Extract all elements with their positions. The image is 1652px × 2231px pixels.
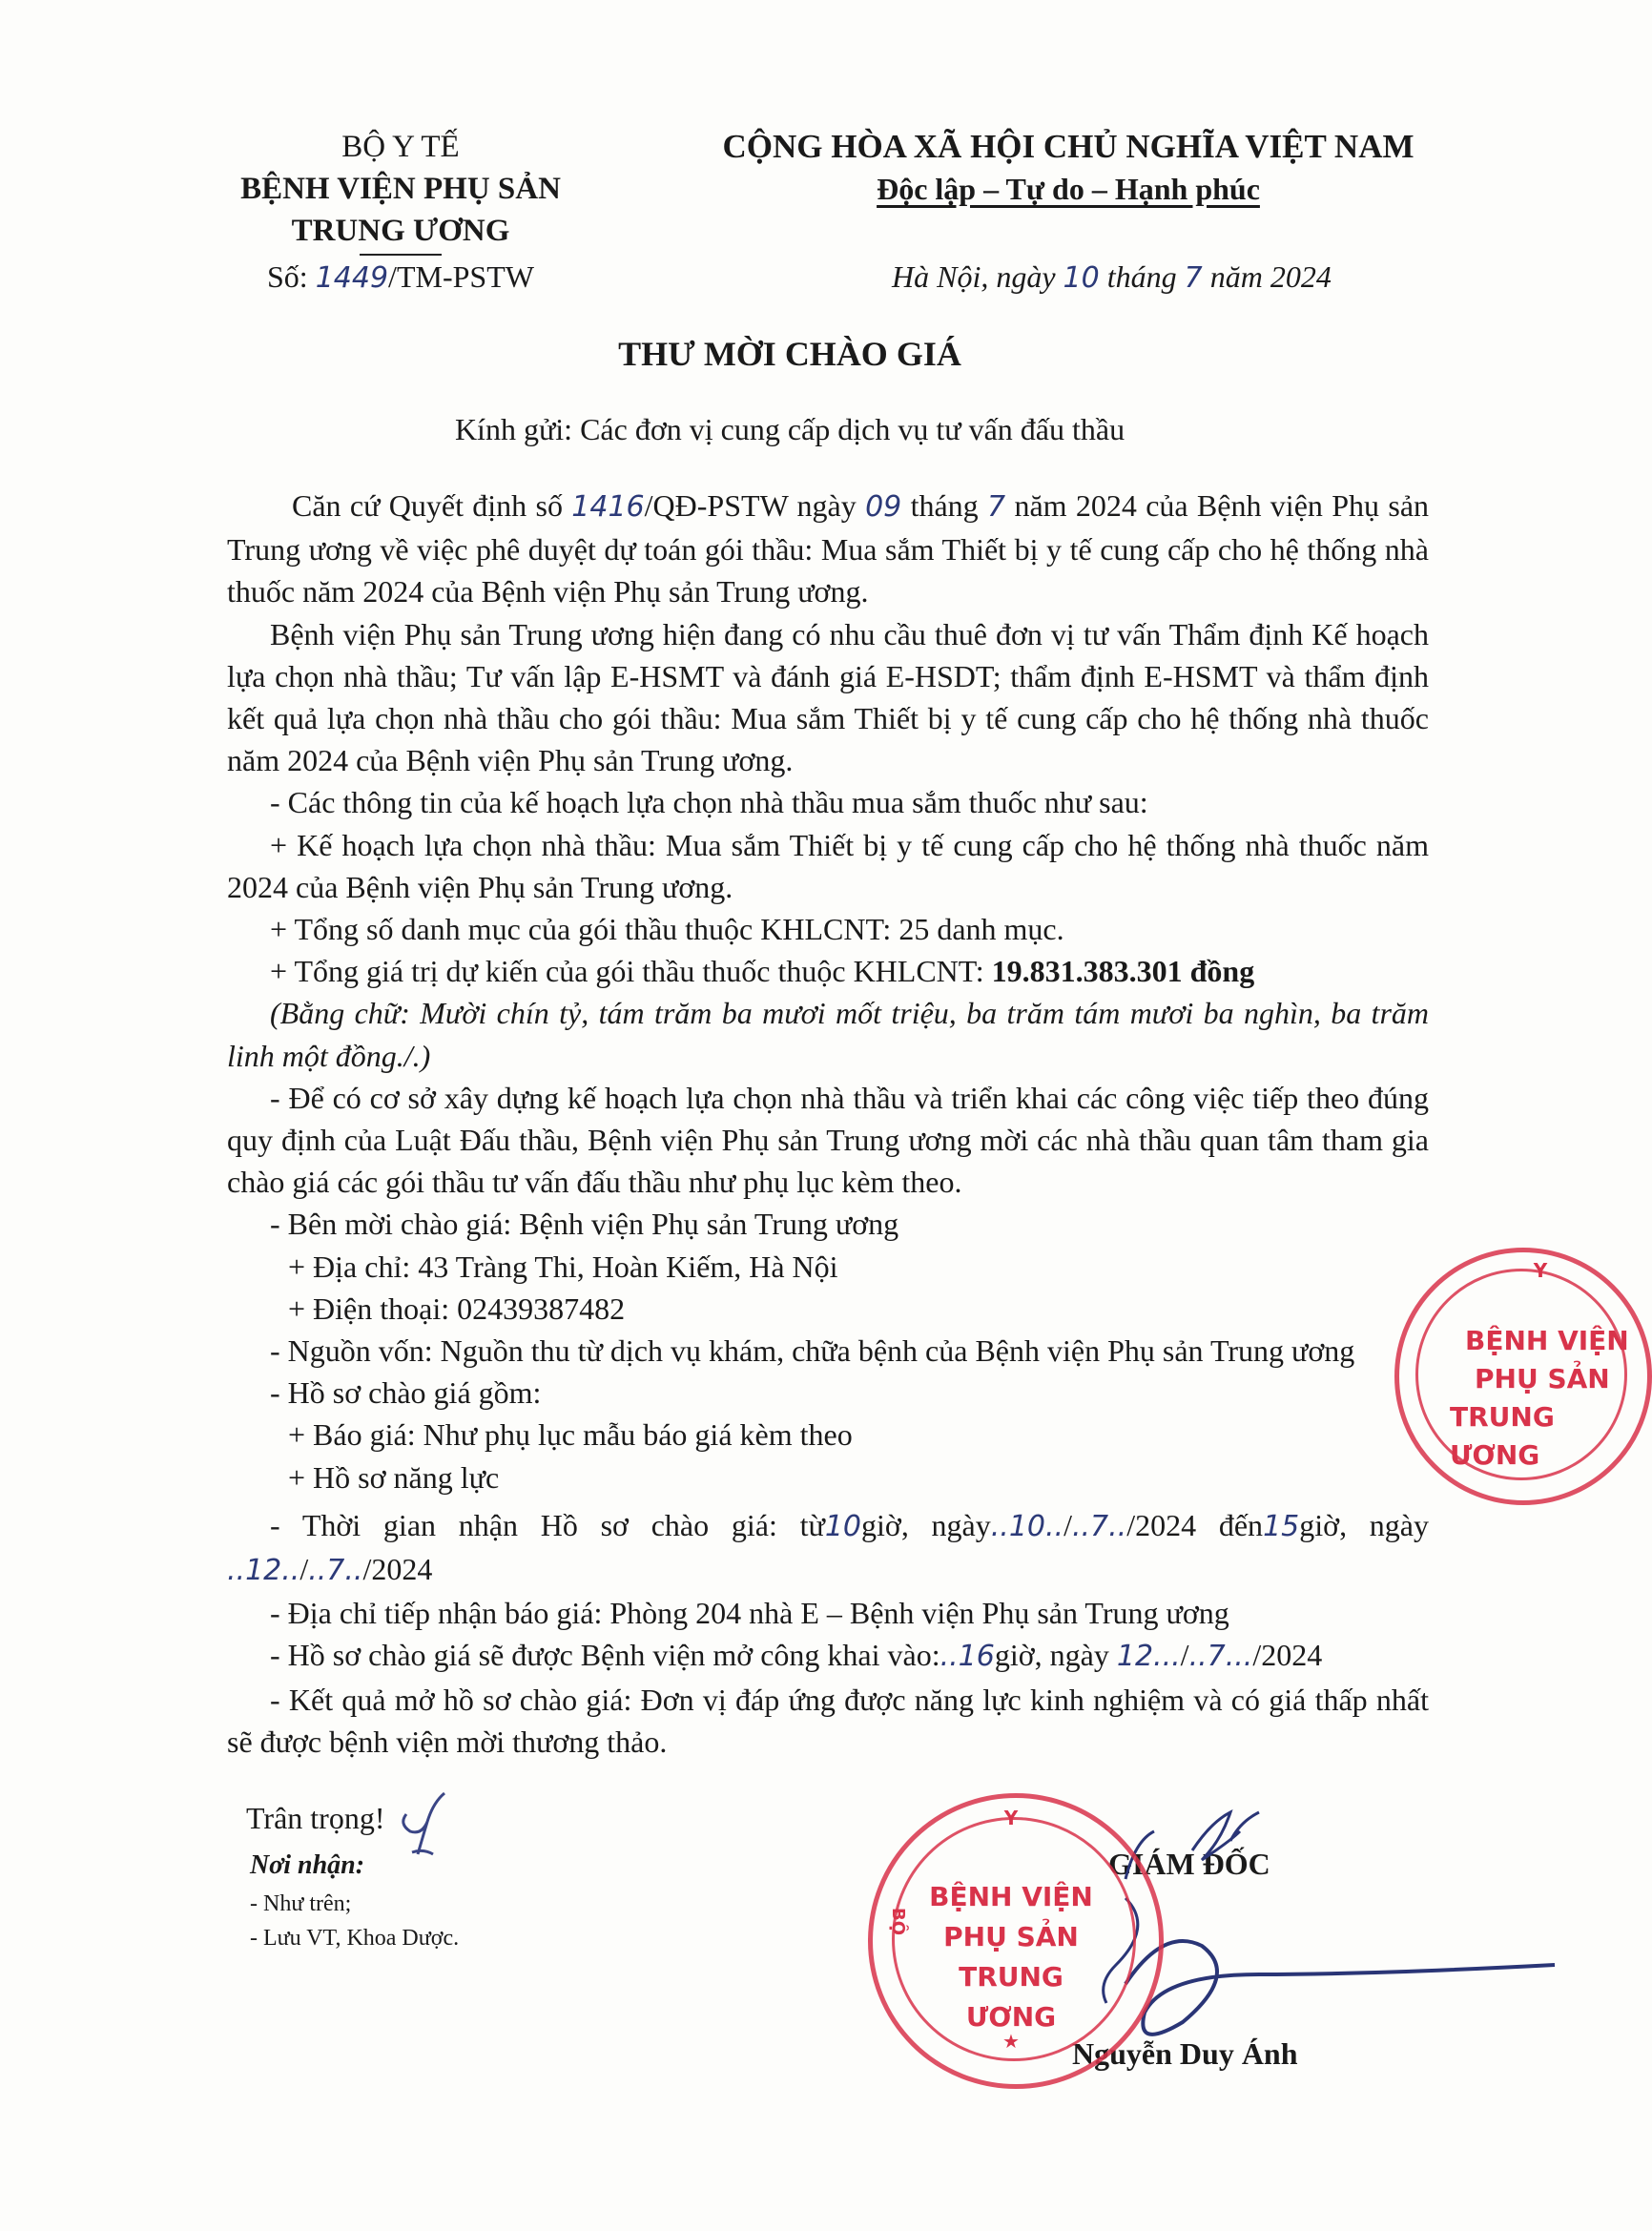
paragraph-result: - Kết quả mở hồ sơ chào giá: Đơn vị đáp ứng được năng lực kinh nghiệm và có giá thấp nhất sẽ được bệnh viện mời thương thảo. (227, 1682, 1429, 1759)
stamp-text: BỆNH VIỆN PHỤ SẢN TRUNG ƯƠNG (929, 1881, 1093, 2033)
handwritten-month: 7 (1184, 261, 1203, 295)
paragraph-address: + Địa chỉ: 43 Tràng Thi, Hoàn Kiếm, Hà Nội (288, 1249, 838, 1284)
stamp-edge-letter-2: Y (1003, 1807, 1019, 1829)
signer-position: GIÁM ĐỐC (1108, 1847, 1270, 1881)
document-title: THƯ MỜI CHÀO GIÁ (618, 335, 961, 373)
closing-greeting: Trân trọng! (246, 1801, 385, 1835)
paragraph-basis: Căn cứ Quyết định số 1416/QĐ-PSTW ngày 09 tháng 7 năm 2024 của Bệnh viện Phụ sản Trung ương về việc phê duyệt dự toán gói thầu: Mua sắm Thiết bị y tế cung cấp cho hệ thống nhà thuốc năm 2024 của Bệnh viện Phụ sản Trung ương. (227, 488, 1430, 609)
recipient-item: - Lưu VT, Khoa Dược. (250, 1926, 460, 1951)
paragraph-need: Bệnh viện Phụ sản Trung ương hiện đang có nhu cầu thuê đơn vị tư vấn Thẩm định Kế hoạch lựa chọn nhà thầu; Tư vấn lập E-HSMT và đánh giá E-HSDT; thẩm định E-HSMT và thẩm định kết quả lựa chọn nhà thầu cho gói thầu: Mua sắm Thiết bị y tế cung cấp cho hệ thống nhà thuốc năm 2024 của Bệnh viện Phụ sản Trung ương. (227, 616, 1429, 778)
paragraph-inviter: - Bên mời chào giá: Bệnh viện Phụ sản Trung ương (270, 1207, 899, 1242)
hospital-name-line1: BỆNH VIỆN PHỤ SẢN (240, 172, 561, 206)
handwritten-decision-number: 1416 (571, 490, 645, 524)
signer-name: Nguyễn Duy Ánh (1072, 2036, 1298, 2071)
handwritten-day: 10 (1063, 261, 1100, 295)
paragraph-info-intro: - Các thông tin của kế hoạch lựa chọn nhà thầu mua sắm thuốc như sau: (270, 785, 1148, 820)
paragraph-item-count: + Tổng số danh mục của gói thầu thuộc KHLCNT: 25 danh mục. (270, 912, 1064, 947)
republic-name: CỘNG HÒA XÃ HỘI CHỦ NGHĨA VIỆT NAM (722, 128, 1415, 165)
paragraph-phone: + Điện thoại: 02439387482 (288, 1291, 626, 1326)
stamp-edge-letter: Y (1533, 1259, 1548, 1282)
paragraph-receipt-time: - Thời gian nhận Hồ sơ chào giá: từ10giờ, ngày..10../..7../2024 đến15giờ, ngày ..12../..7../2024 (227, 1507, 1430, 1588)
national-motto: Độc lập – Tự do – Hạnh phúc (877, 172, 1260, 206)
paragraph-plan: + Kế hoạch lựa chọn nhà thầu: Mua sắm Thiết bị y tế cung cấp cho hệ thống nhà thuốc năm 2024 của Bệnh viện Phụ sản Trung ương. (227, 827, 1429, 904)
document-body (227, 485, 1429, 1763)
total-value-amount: 19.831.383.301 đồng (991, 954, 1255, 989)
recipients-label: Nơi nhận: (250, 1850, 365, 1880)
paragraph-amount-in-words: (Bằng chữ: Mười chín tỷ, tám trăm ba mươi mốt triệu, ba trăm tám mươi ba nghìn, ba trăm linh một đồng./.) (227, 996, 1429, 1073)
document-date: Hà Nội, ngày 10 tháng 7 năm 2024 (892, 259, 1332, 295)
handwritten-decision-month: 7 (987, 490, 1006, 524)
header-divider (360, 254, 442, 256)
initial-signature-icon (393, 1786, 452, 1873)
stamp-text-partial: BỆNH VIỆN PHỤ SẢN TRUNG ƯƠNG (1450, 1325, 1629, 1471)
paragraph-total-value: + Tổng giá trị dự kiến của gói thầu thuốc thuộc KHLCNT: 19.831.383.301 đồng (270, 954, 1255, 989)
ministry-name: BỘ Y TẾ (341, 130, 460, 164)
stamp-side-letters: BỘ (888, 1908, 908, 1936)
handwritten-decision-day: 09 (865, 490, 902, 524)
stamp-star-icon: ★ (1002, 2030, 1020, 2053)
handwritten-ref-number: 1449 (315, 261, 389, 295)
paragraph-opening-time: - Hồ sơ chào giá sẽ được Bệnh viện mở công khai vào:..16giờ, ngày 12.../..7.../2024 (270, 1638, 1323, 1674)
paragraph-funding: - Nguồn vốn: Nguồn thu từ dịch vụ khám, chữa bệnh của Bệnh viện Phụ sản Trung ương (270, 1333, 1355, 1369)
issuer-block (172, 126, 630, 256)
paragraph-quotation: + Báo giá: Như phụ lục mẫu báo giá kèm theo (288, 1417, 853, 1453)
paragraph-receipt-address: - Địa chỉ tiếp nhận báo giá: Phòng 204 nhà E – Bệnh viện Phụ sản Trung ương (270, 1596, 1229, 1631)
addressee: Kính gửi: Các đơn vị cung cấp dịch vụ tư vấn đấu thầu (454, 412, 1125, 446)
paragraph-capacity: + Hồ sơ năng lực (288, 1459, 500, 1495)
recipient-item: - Như trên; (250, 1891, 352, 1916)
paragraph-dossier: - Hồ sơ chào giá gồm: (270, 1375, 542, 1411)
hospital-name-line2: TRUNG ƯƠNG (291, 214, 510, 248)
recipients-list (250, 1887, 459, 1955)
reference-number: Số: 1449/TM-PSTW (267, 259, 534, 295)
national-header (706, 126, 1431, 210)
paragraph-invitation: - Để có cơ sở xây dựng kế hoạch lựa chọn nhà thầu và triển khai các công việc tiếp theo đúng quy định của Luật Đấu thầu, Bệnh viện Phụ sản Trung ương mời các nhà thầu quan tâm tham gia chào giá các gói thầu tư vấn đấu thầu như phụ lục kèm theo. (227, 1080, 1429, 1200)
